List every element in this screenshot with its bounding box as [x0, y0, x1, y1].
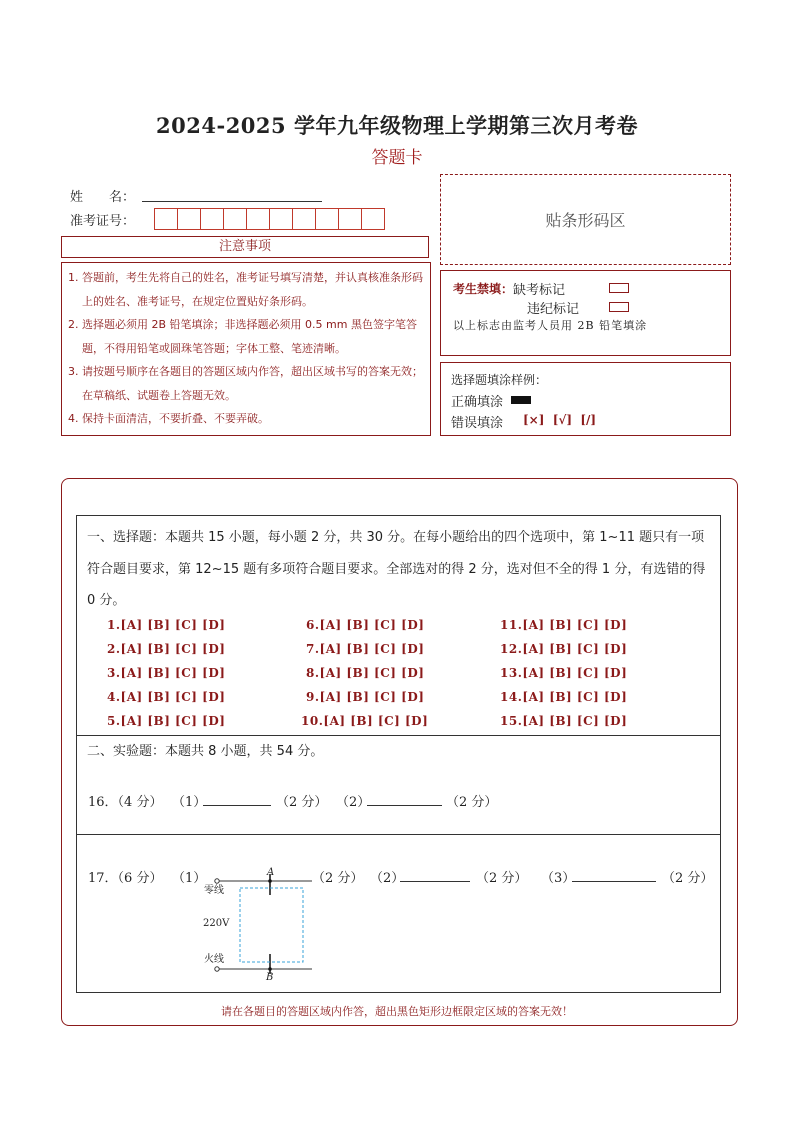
notice-item: 4. 保持卡面清洁，不要折叠、不要弄破。	[68, 412, 269, 425]
mcq-question[interactable]	[301, 714, 428, 728]
forbidden-label: 考生禁填：	[453, 282, 514, 296]
q17-part2-label: （2）	[370, 871, 405, 886]
mcq-question-number: 6.	[306, 618, 320, 632]
mcq-question[interactable]	[500, 690, 627, 704]
footer-note: 请在各题目的答题区域内作答，超出黑色矩形边框限定区域的答案无效！	[221, 1005, 573, 1018]
live-line-label: 火线	[204, 954, 224, 965]
notice-item: 3. 请按题号顺序在各题目的答题区域内作答，超出区域书写的答案无效；在草稿纸、试题卷上答题无效。	[68, 365, 423, 402]
q16-part2-label: （2）	[336, 795, 371, 810]
page-title: 2024-2025 学年九年级物理上学期第三次月考卷	[156, 113, 638, 138]
mcq-question[interactable]	[500, 714, 627, 728]
mcq-options[interactable]: [A] [B] [C] [D]	[120, 714, 226, 728]
q17-part1-label: （1）	[172, 871, 207, 886]
q17-number: 17．（6 分）	[88, 871, 163, 886]
id-digit-box[interactable]	[361, 208, 385, 230]
q17-part3-score: （2 分）	[662, 871, 714, 886]
id-boxes	[155, 208, 385, 230]
q17-part1-score: （2 分）	[312, 871, 364, 886]
live-line-terminal	[215, 967, 219, 971]
absent-label: 缺考标记	[513, 283, 566, 298]
mcq-question-number: 15.	[500, 714, 523, 728]
id-digit-box[interactable]	[269, 208, 293, 230]
id-digit-box[interactable]	[223, 208, 247, 230]
mcq-options[interactable]: [A] [B] [C] [D]	[120, 642, 226, 656]
id-digit-box[interactable]	[246, 208, 270, 230]
mcq-options[interactable]: [A] [B] [C] [D]	[522, 642, 628, 656]
dashed-drawing-box	[240, 888, 303, 962]
point-b-dot	[268, 967, 272, 971]
q17-answer2-blank[interactable]	[400, 869, 470, 882]
id-digit-box[interactable]	[154, 208, 178, 230]
point-a-dot	[268, 879, 272, 883]
mcq-question[interactable]	[500, 666, 627, 680]
mcq-question-number: 3.	[107, 666, 121, 680]
violation-label: 违纪标记	[527, 302, 580, 317]
mcq-question[interactable]	[107, 714, 225, 728]
circuit-diagram	[200, 862, 312, 982]
id-digit-box[interactable]	[292, 208, 316, 230]
page-subtitle: 答题卡	[371, 148, 423, 168]
mcq-question[interactable]	[107, 618, 225, 632]
id-digit-box[interactable]	[338, 208, 362, 230]
mcq-question[interactable]	[500, 642, 627, 656]
forbidden-note: 以上标志由监考人员用 2B 铅笔填涂	[453, 319, 648, 332]
mcq-question-number: 10.	[301, 714, 324, 728]
mcq-question-number: 12.	[500, 642, 523, 656]
mcq-options[interactable]: [A] [B] [C] [D]	[522, 690, 628, 704]
q16-part1-label: （1）	[172, 795, 207, 810]
mcq-question[interactable]	[306, 642, 424, 656]
mcq-options[interactable]: [A] [B] [C] [D]	[522, 666, 628, 680]
mcq-question-number: 11.	[500, 618, 523, 632]
mcq-options[interactable]: [A] [B] [C] [D]	[120, 666, 226, 680]
mcq-question[interactable]	[500, 618, 627, 632]
zero-line-terminal	[215, 879, 219, 883]
barcode-area	[440, 174, 731, 265]
mcq-question-number: 9.	[306, 690, 320, 704]
id-label: 准考证号：	[70, 214, 136, 229]
fill-example-box	[440, 362, 731, 436]
mcq-options[interactable]: [A] [B] [C] [D]	[522, 714, 628, 728]
mcq-question[interactable]	[107, 642, 225, 656]
mcq-question-number: 4.	[107, 690, 121, 704]
section1-heading: 一、选择题：本题共 15 小题，每小题 2 分，共 30 分。在每小题给出的四个选项中，第 1~11 题只有一项符合题目要求，第 12~15 题有多项符合题目要求。全部选对的得 2 分，选对但不全的得 1 分，有选错的得 0 分。	[87, 530, 706, 608]
mcq-question-number: 1.	[107, 618, 121, 632]
mcq-question[interactable]	[306, 690, 424, 704]
mcq-options[interactable]: [A] [B] [C] [D]	[120, 690, 226, 704]
mcq-question-number: 7.	[306, 642, 320, 656]
mcq-question[interactable]	[107, 690, 225, 704]
forbidden-box	[440, 270, 731, 356]
mcq-question-number: 8.	[306, 666, 320, 680]
wrong-fill-samples: [×] [√] [/]	[523, 413, 597, 427]
barcode-label: 贴条形码区	[545, 211, 626, 230]
id-digit-box[interactable]	[315, 208, 339, 230]
q16-part2-score: （2 分）	[446, 795, 498, 810]
section2-heading: 二、实验题：本题共 8 小题，共 54 分。	[87, 744, 324, 759]
mcq-options[interactable]: [A] [B] [C] [D]	[319, 666, 425, 680]
q17-part2-score: （2 分）	[476, 871, 528, 886]
section-divider	[76, 834, 721, 835]
notice-item: 2. 选择题必须用 2B 铅笔填涂；非选择题必须用 0.5 mm 黑色签字笔答题，不得用铅笔或圆珠笔答题；字体工整、笔迹清晰。	[68, 318, 417, 355]
name-label: 姓 名：	[70, 190, 136, 205]
mcq-question-number: 13.	[500, 666, 523, 680]
id-digit-box[interactable]	[177, 208, 201, 230]
mcq-options[interactable]: [A] [B] [C] [D]	[323, 714, 429, 728]
mcq-options[interactable]: [A] [B] [C] [D]	[522, 618, 628, 632]
name-field[interactable]	[142, 200, 322, 202]
mcq-question[interactable]	[306, 618, 424, 632]
mcq-question-number: 5.	[107, 714, 121, 728]
mcq-options[interactable]: [A] [B] [C] [D]	[319, 642, 425, 656]
absent-mark-box[interactable]	[609, 283, 629, 293]
correct-fill-label: 正确填涂	[451, 395, 504, 410]
id-digit-box[interactable]	[200, 208, 224, 230]
q16-answer1-blank[interactable]	[203, 793, 271, 806]
q17-part3-label: （3）	[541, 871, 576, 886]
point-b-label: B	[266, 972, 274, 982]
correct-fill-sample	[511, 396, 531, 404]
notice-body	[61, 262, 431, 436]
section-divider	[76, 735, 721, 736]
mcq-options[interactable]: [A] [B] [C] [D]	[120, 618, 226, 632]
voltage-label: 220V	[203, 918, 230, 929]
notice-heading: 注意事项	[61, 236, 429, 258]
q16-number: 16．（4 分）	[88, 795, 163, 810]
fill-example-label: 选择题填涂样例：	[451, 373, 548, 387]
mcq-question-number: 14.	[500, 690, 523, 704]
zero-line-label: 零线	[204, 885, 224, 896]
point-a-label: A	[267, 867, 275, 878]
mcq-options[interactable]: [A] [B] [C] [D]	[319, 618, 425, 632]
mcq-options[interactable]: [A] [B] [C] [D]	[319, 690, 425, 704]
q16-answer2-blank[interactable]	[367, 793, 442, 806]
mcq-question[interactable]	[306, 666, 424, 680]
notice-item: 1. 答题前，考生先将自己的姓名，准考证号填写清楚，并认真核准条形码上的姓名、准考证号，在规定位置贴好条形码。	[68, 271, 423, 308]
violation-mark-box[interactable]	[609, 302, 629, 312]
mcq-question-number: 2.	[107, 642, 121, 656]
q16-part1-score: （2 分）	[276, 795, 328, 810]
q17-answer3-blank[interactable]	[572, 869, 656, 882]
mcq-question[interactable]	[107, 666, 225, 680]
wrong-fill-label: 错误填涂	[451, 416, 504, 431]
